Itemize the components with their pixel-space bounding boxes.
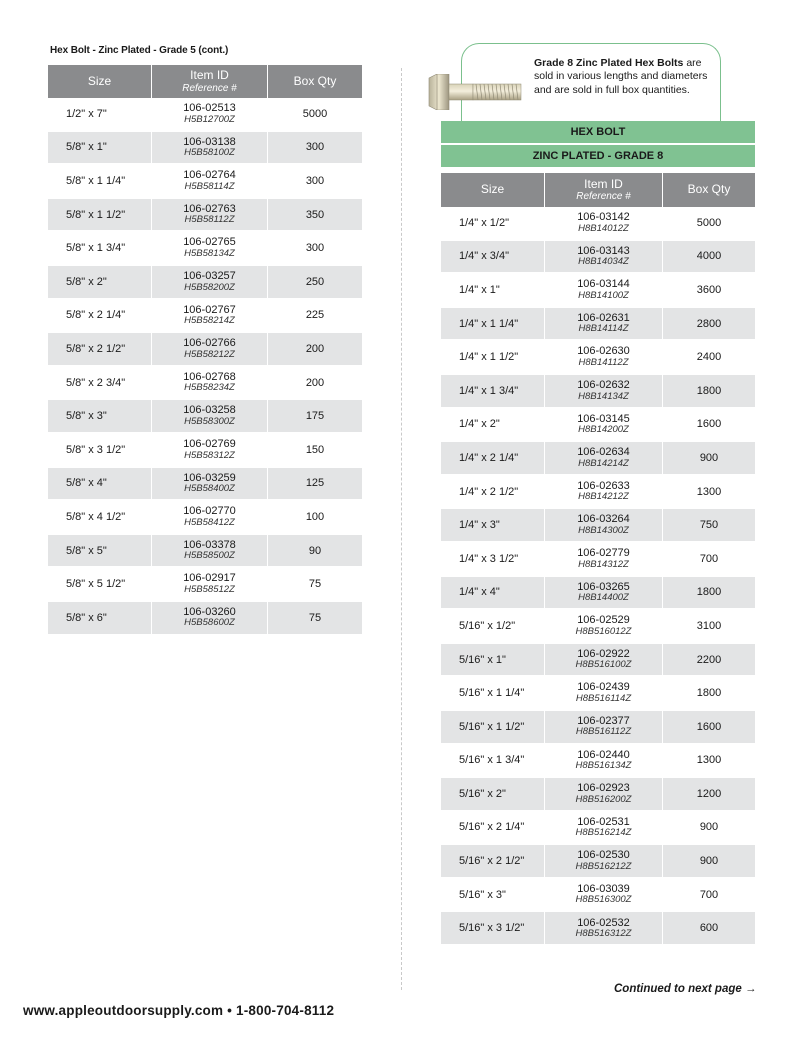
item-cell (152, 132, 268, 166)
item-cell (152, 333, 268, 367)
reference-number: H8B14112Z (578, 356, 629, 368)
size-cell: 5/16" x 1 1/2" (441, 711, 545, 745)
size-cell: 5/16" x 3 1/2" (441, 912, 545, 946)
item-id: 106-03143 (577, 244, 630, 257)
reference-number: H8B14134Z (578, 390, 629, 402)
grade8-table (441, 173, 755, 946)
size-header: Size (48, 65, 152, 98)
size-cell: 1/4" x 1 3/4" (441, 375, 545, 409)
item-id: 106-02633 (577, 479, 630, 492)
reference-number: H5B58114Z (184, 180, 235, 192)
box-qty-cell: 1600 (663, 711, 755, 745)
item-cell (545, 577, 663, 611)
item-id: 106-02764 (183, 169, 236, 182)
size-cell: 5/8" x 1 1/4" (48, 165, 152, 199)
table-row (441, 745, 755, 779)
item-id: 106-02529 (577, 614, 630, 627)
box-qty-cell: 5000 (663, 207, 755, 241)
reference-number: H8B516214Z (575, 827, 632, 839)
reference-number: H5B58100Z (184, 147, 235, 159)
size-cell: 5/16" x 1 1/4" (441, 677, 545, 711)
item-cell (545, 677, 663, 711)
item-cell (152, 501, 268, 535)
reference-number: H8B516114Z (575, 692, 632, 704)
size-cell: 1/4" x 1 1/2" (441, 341, 545, 375)
callout-body: are sold in various lengths and diameters and are sold in full box quantities. (534, 57, 708, 96)
size-cell: 1/4" x 1 1/4" (441, 308, 545, 342)
table-row (441, 644, 755, 678)
table-row (441, 577, 755, 611)
table-row (48, 98, 362, 132)
item-id: 106-03144 (577, 278, 630, 291)
table-row (441, 207, 755, 241)
item-cell (152, 367, 268, 401)
table-header-row (441, 173, 755, 207)
box-qty-cell: 90 (268, 535, 362, 569)
box-qty-header: Box Qty (268, 65, 362, 98)
item-id: 106-03259 (183, 471, 236, 484)
size-cell: 5/8" x 1" (48, 132, 152, 166)
size-cell: 5/16" x 2 1/4" (441, 812, 545, 846)
box-qty-cell: 900 (663, 812, 755, 846)
item-cell (545, 644, 663, 678)
reference-label: Reference # (576, 191, 631, 203)
reference-label: Reference # (182, 82, 237, 94)
reference-number: H8B14400Z (578, 592, 629, 604)
size-cell: 5/16" x 2" (441, 778, 545, 812)
box-qty-cell: 1200 (663, 778, 755, 812)
item-id: 106-02767 (183, 303, 236, 316)
table-body (441, 207, 755, 946)
reference-number: H8B516300Z (575, 894, 632, 906)
reference-number: H8B516312Z (575, 928, 632, 940)
reference-number: H8B516134Z (575, 760, 632, 772)
size-cell: 5/8" x 6" (48, 602, 152, 636)
box-qty-cell: 900 (663, 442, 755, 476)
box-qty-cell: 300 (268, 232, 362, 266)
box-qty-cell: 3600 (663, 274, 755, 308)
box-qty-cell: 350 (268, 199, 362, 233)
box-qty-cell: 100 (268, 501, 362, 535)
callout-text (534, 57, 709, 97)
item-id: 106-03257 (183, 270, 236, 282)
table-row (48, 367, 362, 401)
reference-number: H5B58400Z (184, 483, 235, 495)
table-row (441, 476, 755, 510)
box-qty-cell: 600 (663, 912, 755, 946)
box-qty-cell: 150 (268, 434, 362, 468)
item-id: 106-03138 (183, 135, 236, 148)
size-cell: 5/8" x 1 1/2" (48, 199, 152, 233)
reference-number: H8B14034Z (578, 256, 629, 268)
reference-number: H8B14214Z (578, 457, 629, 469)
size-cell: 5/16" x 1/2" (441, 610, 545, 644)
table-row (48, 132, 362, 166)
reference-number: H5B58212Z (184, 348, 235, 360)
size-cell: 5/8" x 2 1/2" (48, 333, 152, 367)
item-id: 106-02631 (577, 311, 630, 324)
box-qty-cell: 1800 (663, 375, 755, 409)
item-id: 106-02634 (577, 446, 630, 459)
reference-number: H5B58312Z (184, 449, 235, 461)
table-row (441, 912, 755, 946)
box-qty-cell: 2200 (663, 644, 755, 678)
box-qty-cell: 225 (268, 300, 362, 334)
size-cell: 1/4" x 2 1/2" (441, 476, 545, 510)
table-row (441, 308, 755, 342)
item-cell (545, 341, 663, 375)
table-row (48, 602, 362, 636)
size-cell: 5/8" x 5 1/2" (48, 568, 152, 602)
item-id: 106-03264 (577, 513, 630, 526)
size-cell: 5/8" x 4" (48, 468, 152, 502)
size-cell: 5/8" x 3" (48, 400, 152, 434)
item-id: 106-02766 (183, 337, 236, 350)
item-id: 106-02763 (183, 202, 236, 215)
item-id: 106-02530 (577, 849, 630, 862)
reference-number: H5B58112Z (184, 214, 235, 226)
footer-contact: www.appleoutdoorsupply.com • 1-800-704-8112 (23, 1003, 335, 1018)
hex-bolt-icon (427, 74, 525, 115)
zinc-plated-band: ZINC PLATED - GRADE 8 (441, 145, 755, 167)
item-cell (545, 610, 663, 644)
item-cell (545, 409, 663, 443)
hex-bolt-band: HEX BOLT (441, 121, 755, 143)
item-id: 106-02923 (577, 782, 630, 795)
reference-number: H5B58134Z (184, 247, 235, 259)
table-row (441, 879, 755, 913)
table-row (48, 266, 362, 300)
grade5-table (48, 65, 362, 636)
item-id: 106-03378 (183, 538, 236, 551)
reference-number: H8B516012Z (575, 625, 632, 637)
table-row (441, 241, 755, 275)
item-id-label: Item ID (190, 68, 229, 83)
box-qty-cell: 1800 (663, 577, 755, 611)
reference-number: H8B516100Z (575, 659, 632, 671)
box-qty-cell: 900 (663, 845, 755, 879)
reference-number: H8B14012Z (578, 222, 629, 234)
item-id: 106-02513 (183, 102, 236, 115)
item-cell (545, 476, 663, 510)
table-row (441, 341, 755, 375)
item-id: 106-02768 (183, 370, 236, 383)
reference-number: H5B58300Z (184, 415, 235, 427)
reference-number: H5B58512Z (184, 583, 235, 595)
reference-number: H8B14212Z (578, 491, 629, 503)
size-cell: 5/8" x 3 1/2" (48, 434, 152, 468)
reference-number: H5B58214Z (184, 315, 235, 327)
table-header-row (48, 65, 362, 98)
item-cell (545, 879, 663, 913)
size-cell: 1/4" x 3" (441, 509, 545, 543)
reference-number: H8B516112Z (575, 726, 632, 738)
item-id-header (152, 65, 268, 98)
table-row (48, 568, 362, 602)
size-cell: 5/16" x 3" (441, 879, 545, 913)
item-id-header (545, 173, 663, 207)
item-id: 106-03265 (577, 580, 630, 593)
size-cell: 5/8" x 2 3/4" (48, 367, 152, 401)
table-row (48, 535, 362, 569)
item-id: 106-02630 (577, 345, 630, 358)
item-cell (152, 232, 268, 266)
box-qty-cell: 125 (268, 468, 362, 502)
item-cell (545, 509, 663, 543)
item-id: 106-02377 (577, 714, 630, 727)
table-row (441, 845, 755, 879)
continued-note: Continued to next page → (614, 983, 757, 995)
item-cell (152, 400, 268, 434)
size-cell: 5/16" x 2 1/2" (441, 845, 545, 879)
item-id: 106-03258 (183, 404, 236, 417)
reference-number: H5B58600Z (184, 617, 235, 629)
size-cell: 1/2" x 7" (48, 98, 152, 132)
callout-bold: Grade 8 Zinc Plated Hex Bolts (534, 57, 684, 69)
item-cell (152, 266, 268, 300)
reference-number: H5B58412Z (184, 516, 235, 528)
reference-number: H8B14312Z (578, 558, 629, 570)
item-id: 106-02922 (577, 647, 630, 660)
item-id: 106-02440 (577, 748, 630, 761)
item-cell (545, 812, 663, 846)
box-qty-cell: 300 (268, 165, 362, 199)
box-qty-cell: 3100 (663, 610, 755, 644)
item-cell (152, 98, 268, 132)
size-cell: 1/4" x 1" (441, 274, 545, 308)
size-cell: 5/16" x 1 3/4" (441, 745, 545, 779)
size-cell: 5/16" x 1" (441, 644, 545, 678)
item-cell (545, 207, 663, 241)
item-cell (545, 711, 663, 745)
size-cell: 1/4" x 2 1/4" (441, 442, 545, 476)
size-cell: 5/8" x 4 1/2" (48, 501, 152, 535)
item-cell (545, 543, 663, 577)
table-row (48, 501, 362, 535)
table-body (48, 98, 362, 636)
box-qty-cell: 300 (268, 132, 362, 166)
table-row (441, 778, 755, 812)
table-row (441, 812, 755, 846)
item-cell (545, 912, 663, 946)
table-row (441, 409, 755, 443)
size-cell: 1/4" x 2" (441, 409, 545, 443)
item-cell (545, 442, 663, 476)
reference-number: H8B14114Z (578, 323, 629, 335)
table-row (441, 677, 755, 711)
box-qty-cell: 75 (268, 568, 362, 602)
item-id: 106-02770 (183, 505, 236, 518)
reference-number: H5B12700Z (184, 113, 235, 125)
box-qty-cell: 200 (268, 367, 362, 401)
box-qty-cell: 2800 (663, 308, 755, 342)
column-divider (401, 68, 402, 990)
box-qty-cell: 4000 (663, 241, 755, 275)
reference-number: H8B516212Z (575, 860, 632, 872)
box-qty-cell: 200 (268, 333, 362, 367)
reference-number: H8B516200Z (575, 793, 632, 805)
table-row (441, 610, 755, 644)
table-row (48, 468, 362, 502)
box-qty-cell: 700 (663, 879, 755, 913)
item-cell (152, 300, 268, 334)
table-row (441, 375, 755, 409)
item-cell (152, 199, 268, 233)
size-cell: 5/8" x 2 1/4" (48, 300, 152, 334)
table-row (441, 711, 755, 745)
item-cell (545, 241, 663, 275)
box-qty-cell: 175 (268, 400, 362, 434)
item-cell (152, 535, 268, 569)
box-qty-cell: 700 (663, 543, 755, 577)
item-id: 106-02779 (577, 546, 630, 559)
reference-number: H8B14100Z (578, 289, 629, 301)
size-cell: 1/4" x 1/2" (441, 207, 545, 241)
size-cell: 1/4" x 4" (441, 577, 545, 611)
box-qty-cell: 1600 (663, 409, 755, 443)
item-cell (152, 165, 268, 199)
item-cell (545, 778, 663, 812)
box-qty-cell: 5000 (268, 98, 362, 132)
table-row (441, 274, 755, 308)
item-id: 106-03142 (577, 211, 630, 224)
item-cell (152, 468, 268, 502)
item-id: 106-03260 (183, 605, 236, 618)
item-id: 106-02532 (577, 916, 630, 929)
item-cell (152, 602, 268, 636)
size-cell: 5/8" x 2" (48, 266, 152, 300)
item-id: 106-02917 (183, 572, 236, 585)
item-id: 106-02531 (577, 815, 630, 828)
box-qty-cell: 1300 (663, 745, 755, 779)
size-cell: 5/8" x 1 3/4" (48, 232, 152, 266)
left-section-title: Hex Bolt - Zinc Plated - Grade 5 (cont.) (50, 45, 229, 56)
item-id-label: Item ID (584, 176, 623, 191)
table-row (441, 442, 755, 476)
item-id: 106-02769 (183, 437, 236, 450)
table-row (48, 400, 362, 434)
item-cell (545, 745, 663, 779)
table-row (48, 434, 362, 468)
box-qty-cell: 1300 (663, 476, 755, 510)
item-id: 106-03145 (577, 412, 630, 425)
item-cell (545, 274, 663, 308)
item-id: 106-03039 (577, 882, 630, 895)
size-cell: 1/4" x 3 1/2" (441, 543, 545, 577)
box-qty-cell: 2400 (663, 341, 755, 375)
table-row (48, 333, 362, 367)
item-cell (152, 568, 268, 602)
table-row (48, 232, 362, 266)
table-row (48, 199, 362, 233)
size-cell: 1/4" x 3/4" (441, 241, 545, 275)
box-qty-cell: 1800 (663, 677, 755, 711)
reference-number: H5B58234Z (184, 382, 235, 394)
item-cell (545, 308, 663, 342)
item-cell (152, 434, 268, 468)
item-cell (545, 845, 663, 879)
reference-number: H8B14200Z (578, 424, 629, 436)
reference-number: H5B58500Z (184, 550, 235, 562)
item-id: 106-02439 (577, 681, 630, 694)
table-row (48, 165, 362, 199)
reference-number: H8B14300Z (578, 524, 629, 536)
item-cell (545, 375, 663, 409)
size-header: Size (441, 173, 545, 207)
item-id: 106-02632 (577, 379, 630, 391)
box-qty-cell: 250 (268, 266, 362, 300)
box-qty-cell: 75 (268, 602, 362, 636)
item-id: 106-02765 (183, 236, 236, 249)
box-qty-cell: 750 (663, 509, 755, 543)
reference-number: H5B58200Z (184, 281, 235, 293)
size-cell: 5/8" x 5" (48, 535, 152, 569)
table-row (441, 509, 755, 543)
box-qty-header: Box Qty (663, 173, 755, 207)
table-row (48, 300, 362, 334)
table-row (441, 543, 755, 577)
